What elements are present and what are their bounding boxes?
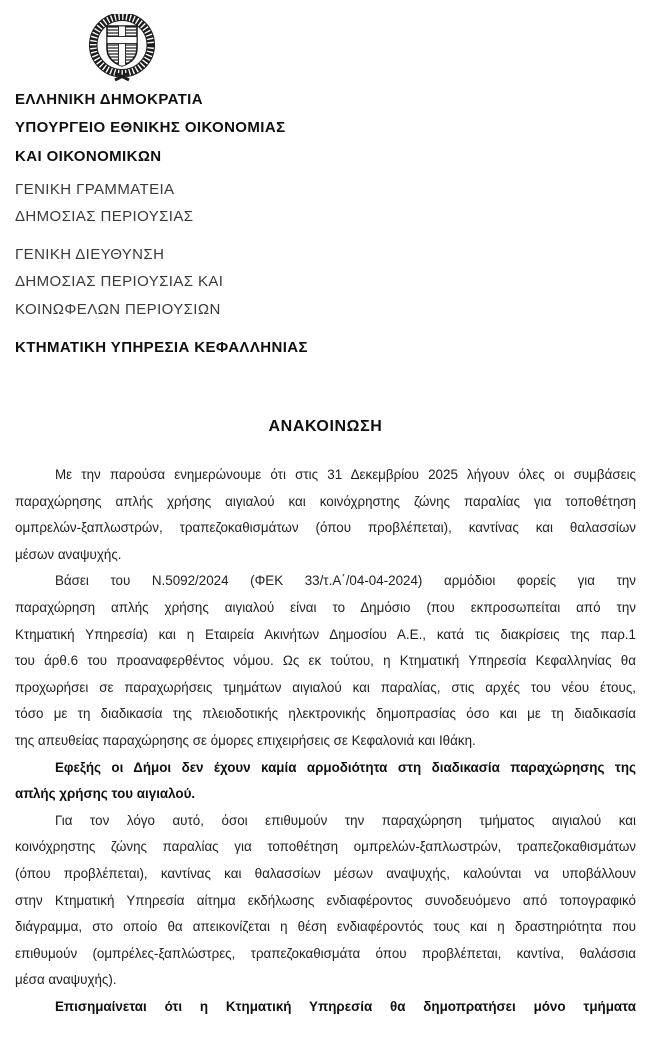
paragraph-5-bold (15, 994, 636, 1021)
header-ministry-line-1: ΥΠΟΥΡΓΕΙΟ ΕΘΝΙΚΗΣ ΟΙΚΟΝΟΜΙΑΣ (15, 119, 286, 136)
paragraph-4-line-6: επιθυμούν (ομπρέλες-ξαπλώστρες, τραπεζοκαθισμάτα όπου προβλέπεται, καντίνα, θαλάσσια (15, 945, 636, 961)
paragraph-2-line-5: προχωρήσει σε παραχωρήσεις τμημάτων αιγιαλού και παραλίας, στις αρχές του νέου έτους, (15, 679, 636, 695)
paragraph-2-line-6: τόσο με τη διαδικασία της πλειοδοτικής ηλεκτρονικής δημοπρασίας όσο και με τη διαδικασία (15, 706, 636, 722)
paragraph-4 (15, 808, 636, 994)
paragraph-2-line-4: του άρθ.6 του προαναφερθέντος νόμου. Ως εκ τούτου, η Κτηματική Υπηρεσία Κεφαλληνίας θα (15, 653, 636, 669)
paragraph-4-line-4: στην Κτηματική Υπηρεσία αίτημα εκδήλωσης ενδιαφέροντος συνοδευόμενο από τοπογραφικό (15, 892, 636, 908)
paragraph-3-line-1: Εφεξής οι Δήμοι δεν έχουν καμία αρμοδιότητα στη διαδικασία παραχώρησης της (55, 759, 636, 775)
paragraph-2 (15, 568, 636, 754)
header-service: ΚΤΗΜΑΤΙΚΗ ΥΠΗΡΕΣΙΑ ΚΕΦΑΛΛΗΝΙΑΣ (15, 339, 308, 356)
greek-coat-of-arms-icon (84, 14, 160, 82)
paragraph-4-line-2: κοινόχρηστης ζώνης παραλίας για τοποθέτηση ομπρελών-ξαπλωστρών, τραπεζοκαθισμάτων (15, 839, 636, 855)
paragraph-2-line-7: της απευθείας παραχώρησης σε όμορες επιχειρήσεις σε Κεφαλονιά και Ιθάκη. (15, 732, 476, 748)
paragraph-3-bold (15, 755, 636, 808)
paragraph-5-line-1: Επισημαίνεται ότι η Κτηματική Υπηρεσία θα δημοπρατήσει μόνο τμήματα (55, 998, 636, 1014)
document-page (0, 14, 651, 1038)
paragraph-1 (15, 462, 636, 568)
paragraph-3-line-2: απλής χρήσης του αιγιαλού. (15, 786, 196, 802)
paragraph-1-line-3: ομπρελών-ξαπλωστρών, τραπεζοκαθισμάτων (όπου προβλέπεται), καντίνας και θαλασσίων (15, 520, 636, 536)
document-body (15, 462, 636, 1020)
paragraph-1-line-1: Με την παρούσα ενημερώνουμε ότι στις 31 Δεκεμβρίου 2025 λήγουν όλες οι συμβάσεις (55, 467, 636, 482)
header-directorate-line-3: ΚΟΙΝΩΦΕΛΩΝ ΠΕΡΙΟΥΣΙΩΝ (15, 301, 221, 318)
header-ministry-line-2: ΚΑΙ ΟΙΚΟΝΟΜΙΚΩΝ (15, 148, 162, 165)
header-secretariat-line-1: ΓΕΝΙΚΗ ΓΡΑΜΜΑΤΕΙΑ (15, 181, 175, 198)
header-secretariat-line-2: ΔΗΜΟΣΙΑΣ ΠΕΡΙΟΥΣΙΑΣ (15, 208, 194, 225)
header-directorate-line-1: ΓΕΝΙΚΗ ΔΙΕΥΘΥΝΣΗ (15, 246, 165, 263)
paragraph-4-line-7: μέσα αναψυχής). (15, 972, 117, 988)
paragraph-1-line-2: παραχώρησης απλής χρήσης αιγιαλού και κοινόχρηστης ζώνης παραλίας για τοποθέτηση (15, 493, 636, 509)
document-title: ΑΝΑΚΟΙΝΩΣΗ (268, 418, 383, 435)
paragraph-2-line-2: παραχώρηση απλής χρήσης αιγιαλού είναι το Δημόσιο (που εκπροσωπείται από την (15, 599, 636, 615)
header-republic: ΕΛΛΗΝΙΚΗ ΔΗΜΟΚΡΑΤΙΑ (15, 91, 203, 108)
paragraph-2-line-3: Κτηματική Υπηρεσία) και η Εταιρεία Ακινήτων Δημοσίου Α.Ε., κατά τις διακρίσεις της παρ.1 (15, 626, 636, 642)
paragraph-4-line-1: Για τον λόγο αυτό, όσοι επιθυμούν την παραχώρηση τμήματος αιγιαλού και (55, 812, 636, 828)
paragraph-4-line-3: (όπου προβλέπεται), καντίνας και θαλασσίων μέσων αναψυχής, καλούνται να υποβάλλουν (15, 865, 636, 881)
paragraph-1-line-4: μέσων αναψυχής. (15, 546, 122, 562)
header-directorate-line-2: ΔΗΜΟΣΙΑΣ ΠΕΡΙΟΥΣΙΑΣ ΚΑΙ (15, 273, 224, 290)
paragraph-2-line-1: Βάσει του Ν.5092/2024 (ΦΕΚ 33/τ.Α΄/04-04-2024) αρμόδιοι φορείς για την (55, 573, 636, 589)
paragraph-4-line-5: διάγραμμα, στο οποίο θα απεικονίζεται η θέση ενδιαφέροντός τους και η δραστηριότητα που (15, 919, 636, 935)
